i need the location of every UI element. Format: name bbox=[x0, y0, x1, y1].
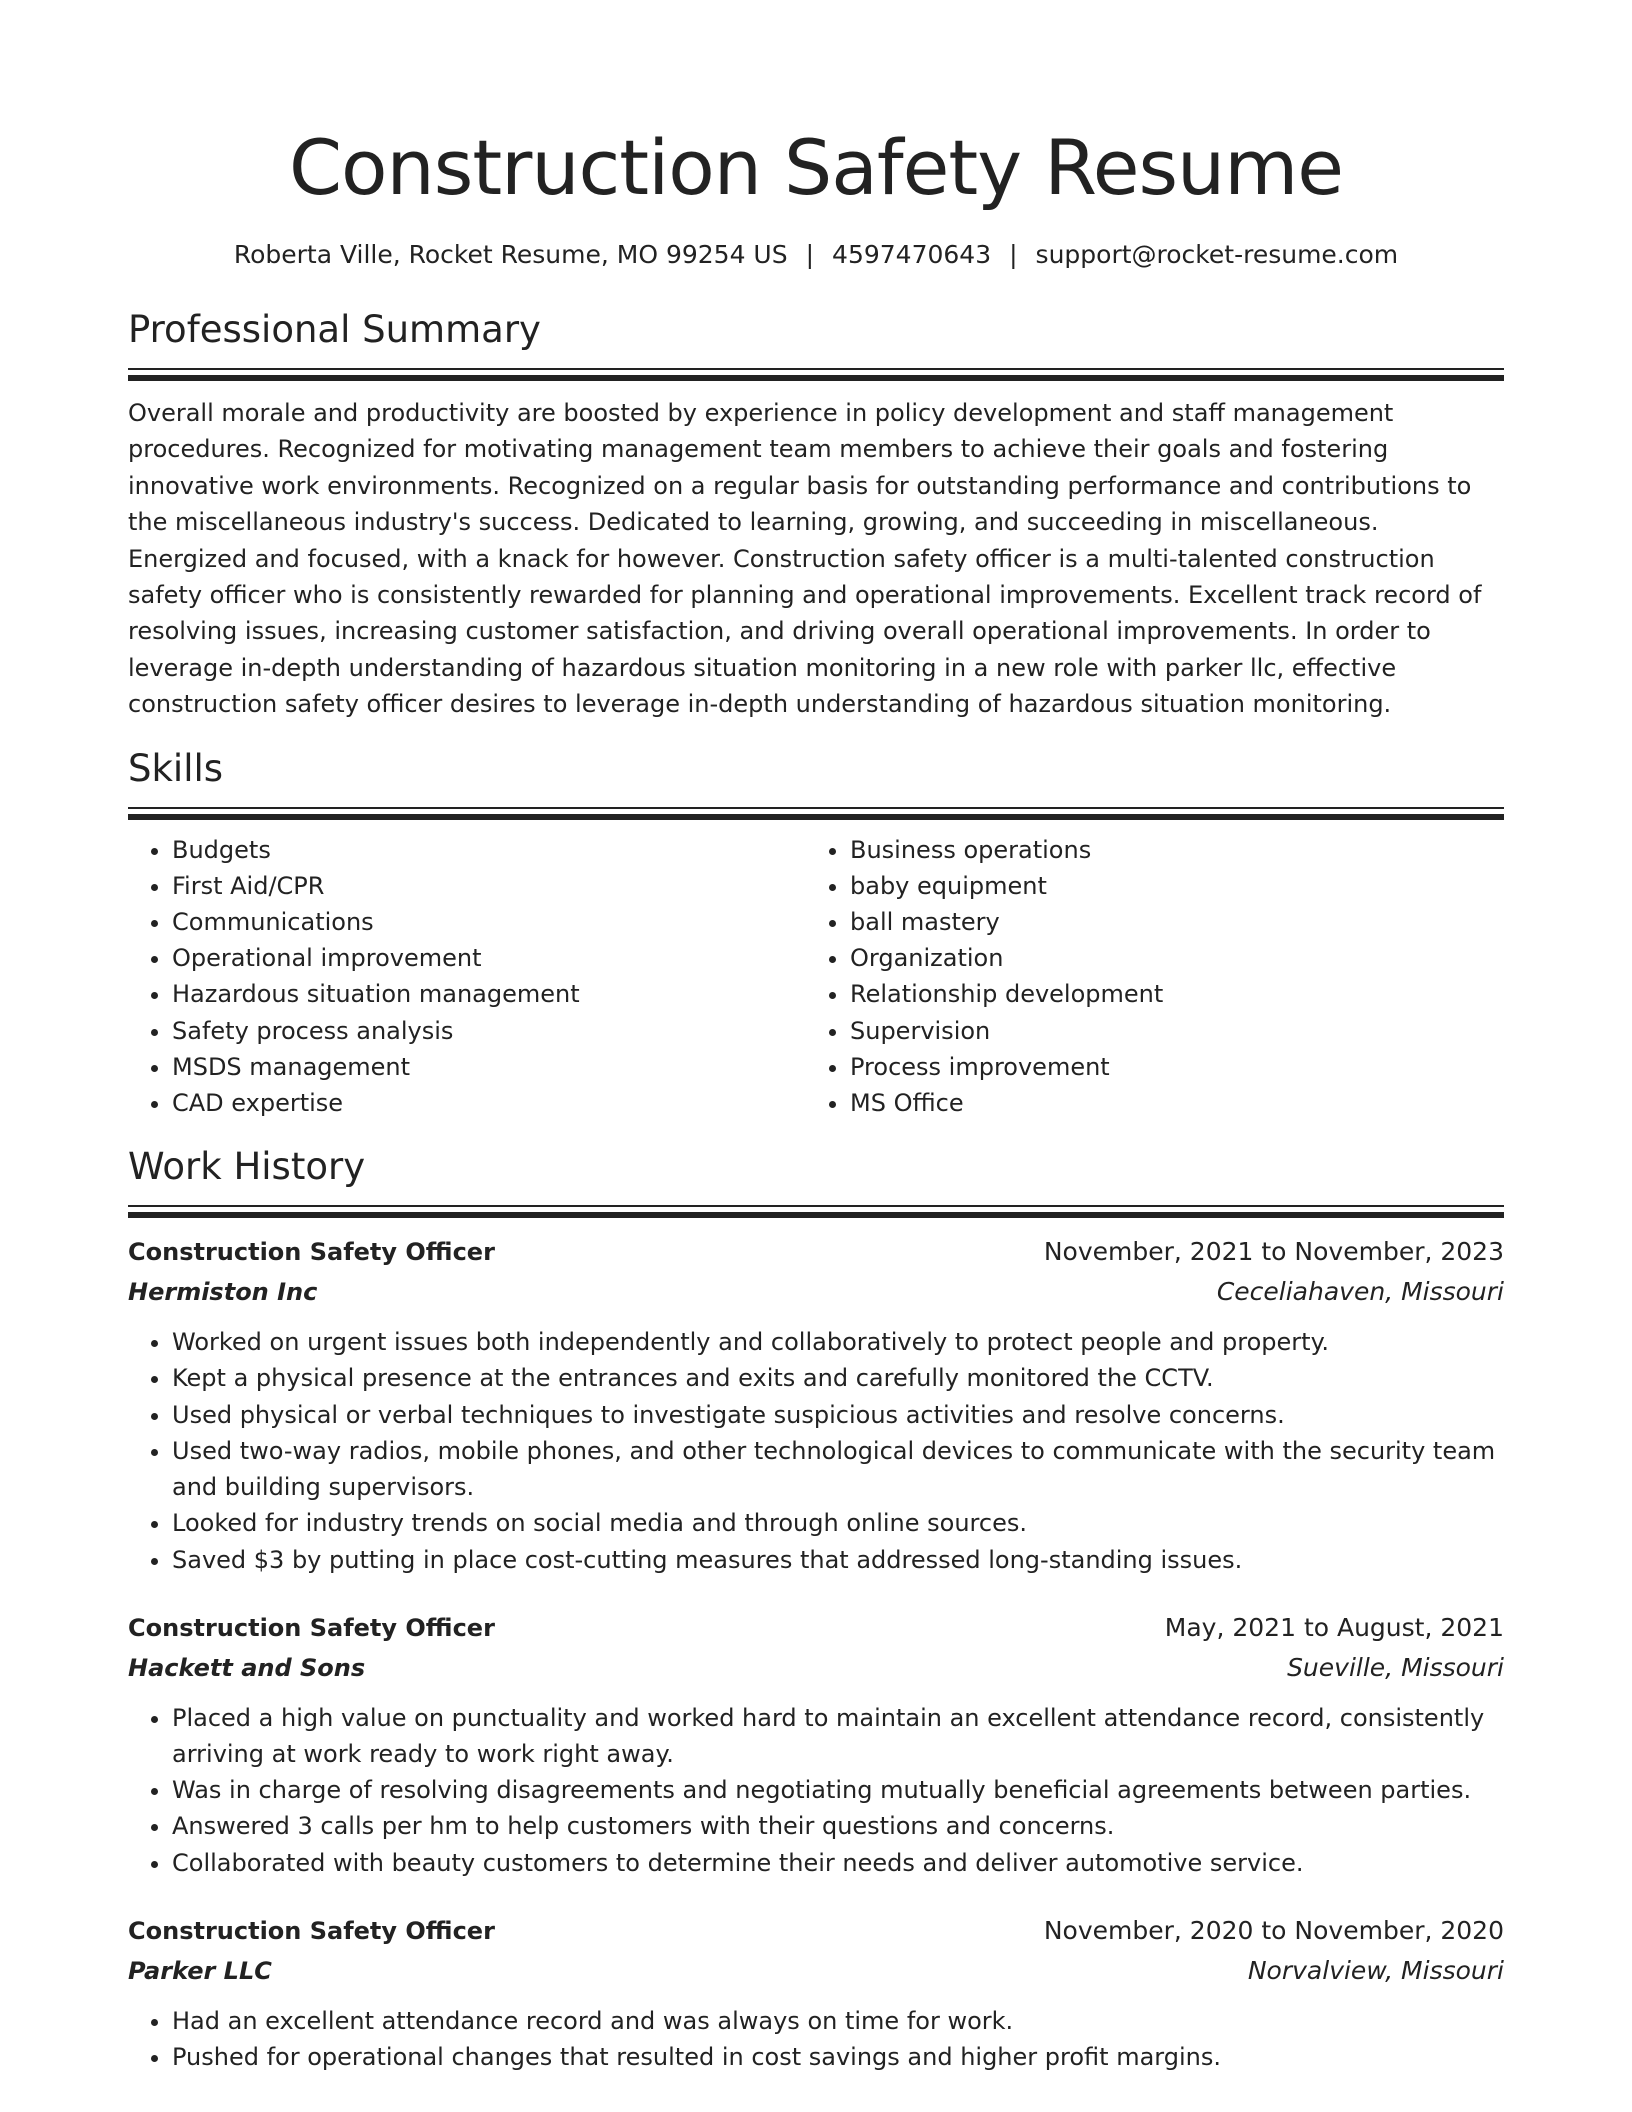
skill-item: • Relationship development bbox=[850, 976, 1484, 1012]
job-header-row bbox=[128, 1608, 1504, 1648]
job-entry bbox=[128, 1232, 1504, 1577]
job-bullet: • Kept a physical presence at the entrances and exits and carefully monitored the CCTV. bbox=[172, 1360, 1504, 1396]
skill-item: • MS Office bbox=[850, 1085, 1484, 1121]
job-bullets bbox=[128, 1700, 1504, 1881]
job-header-row bbox=[128, 1911, 1504, 1951]
section-rule-thin bbox=[128, 807, 1504, 809]
skills-columns bbox=[128, 832, 1504, 1122]
job-title: Construction Safety Officer bbox=[128, 1613, 495, 1642]
skill-item: • ball mastery bbox=[850, 904, 1484, 940]
contact-phone: 4597470643 bbox=[832, 240, 992, 269]
job-subheader-row bbox=[128, 1648, 1504, 1688]
job-bullet: • Was in charge of resolving disagreements and negotiating mutually beneficial agreements between parties. bbox=[172, 1772, 1504, 1808]
job-title: Construction Safety Officer bbox=[128, 1238, 495, 1267]
job-title: Construction Safety Officer bbox=[128, 1916, 495, 1945]
skills-heading: Skills bbox=[128, 746, 224, 790]
job-location: Sueville, Missouri bbox=[1287, 1652, 1504, 1682]
section-rule-thick bbox=[128, 814, 1504, 820]
job-bullet: • Collaborated with beauty customers to determine their needs and deliver automotive service. bbox=[172, 1845, 1504, 1881]
job-subheader-row bbox=[128, 1272, 1504, 1312]
contact-line bbox=[128, 238, 1504, 272]
skill-item: • Supervision bbox=[850, 1013, 1484, 1049]
job-location: Ceceliahaven, Missouri bbox=[1216, 1277, 1504, 1307]
job-bullet: • Answered 3 calls per hm to help customers with their questions and concerns. bbox=[172, 1808, 1504, 1844]
job-bullet: • Looked for industry trends on social media and through online sources. bbox=[172, 1505, 1504, 1541]
skill-item: • Organization bbox=[850, 940, 1484, 976]
summary-heading: Professional Summary bbox=[128, 308, 541, 351]
section-rule-thin bbox=[128, 1205, 1504, 1207]
job-dates: May, 2021 to August, 2021 bbox=[1164, 1612, 1504, 1642]
contact-separator: | bbox=[805, 240, 815, 269]
job-header-row bbox=[128, 1232, 1504, 1272]
job-entry bbox=[128, 1911, 1504, 2075]
job-entry bbox=[128, 1608, 1504, 1881]
resume-page bbox=[128, 118, 1504, 2075]
summary-text: Overall morale and productivity are boosted by experience in policy development and staff management procedures. Recognized for motivating management team members to achieve their goals and fostering innovative work environments. Recognized on a regular basis for outstanding performance and contributions to the miscellaneous industry's success. Dedicated to learning, growing, and succeeding in miscellaneous. Energized and focused, with a knack for however. Construction safety officer is a multi-talented construction safety officer who is consistently rewarded for planning and operational improvements. Excellent track record of resolving issues, increasing customer satisfaction, and driving overall operational improvements. In order to leverage in-depth understanding of hazardous situation monitoring in a new role with parker llc, effective construction safety officer desires to leverage in-depth understanding of hazardous situation monitoring. bbox=[128, 399, 1482, 719]
skill-item: • Safety process analysis bbox=[172, 1013, 806, 1049]
section-rule-thin bbox=[128, 368, 1504, 370]
skills-list-left bbox=[128, 832, 806, 1122]
job-company: Hackett and Sons bbox=[128, 1653, 366, 1682]
work-heading: Work History bbox=[128, 1145, 366, 1189]
work-section bbox=[128, 1143, 1504, 2075]
resume-title: Construction Safety Resume bbox=[288, 123, 1344, 212]
skills-section bbox=[128, 745, 1504, 1122]
job-location: Norvalview, Missouri bbox=[1247, 1955, 1504, 1985]
skill-item: • Business operations bbox=[850, 832, 1484, 868]
job-bullet: • Placed a high value on punctuality and worked hard to maintain an excellent attendance record, consistently arriving at work ready to work right away. bbox=[172, 1700, 1504, 1772]
skill-item: • First Aid/CPR bbox=[172, 868, 806, 904]
section-rule-thick bbox=[128, 375, 1504, 381]
job-bullet: • Used physical or verbal techniques to investigate suspicious activities and resolve concerns. bbox=[172, 1397, 1504, 1433]
job-bullet: • Pushed for operational changes that resulted in cost savings and higher profit margins. bbox=[172, 2039, 1504, 2075]
skill-item: • Hazardous situation management bbox=[172, 976, 806, 1012]
contact-separator: | bbox=[1009, 240, 1018, 269]
contact-email: support@rocket-resume.com bbox=[1035, 240, 1399, 269]
job-company: Parker LLC bbox=[128, 1956, 272, 1985]
skill-item: • Operational improvement bbox=[172, 940, 806, 976]
skill-item: • Budgets bbox=[172, 832, 806, 868]
skill-item: • Communications bbox=[172, 904, 806, 940]
job-bullet: • Worked on urgent issues both independently and collaboratively to protect people and property. bbox=[172, 1324, 1504, 1360]
skill-item: • MSDS management bbox=[172, 1049, 806, 1085]
job-bullets bbox=[128, 1324, 1504, 1577]
job-dates: November, 2021 to November, 2023 bbox=[1043, 1237, 1504, 1267]
job-company: Hermiston Inc bbox=[128, 1278, 318, 1307]
skill-item: • Process improvement bbox=[850, 1049, 1484, 1085]
job-bullets bbox=[128, 2003, 1504, 2075]
skill-item: • baby equipment bbox=[850, 868, 1484, 904]
skill-item: • CAD expertise bbox=[172, 1085, 806, 1121]
job-bullet: • Saved $3 by putting in place cost-cutting measures that addressed long-standing issues. bbox=[172, 1542, 1504, 1578]
job-subheader-row bbox=[128, 1951, 1504, 1991]
skills-list-right bbox=[806, 832, 1484, 1122]
summary-section bbox=[128, 306, 1504, 723]
job-dates: November, 2020 to November, 2020 bbox=[1043, 1915, 1504, 1945]
contact-address: Roberta Ville, Rocket Resume, MO 99254 US bbox=[233, 240, 788, 269]
section-rule-thick bbox=[128, 1212, 1504, 1218]
job-bullet: • Had an excellent attendance record and was always on time for work. bbox=[172, 2003, 1504, 2039]
job-bullet: • Used two-way radios, mobile phones, and other technological devices to communicate with the security team and building supervisors. bbox=[172, 1433, 1504, 1505]
